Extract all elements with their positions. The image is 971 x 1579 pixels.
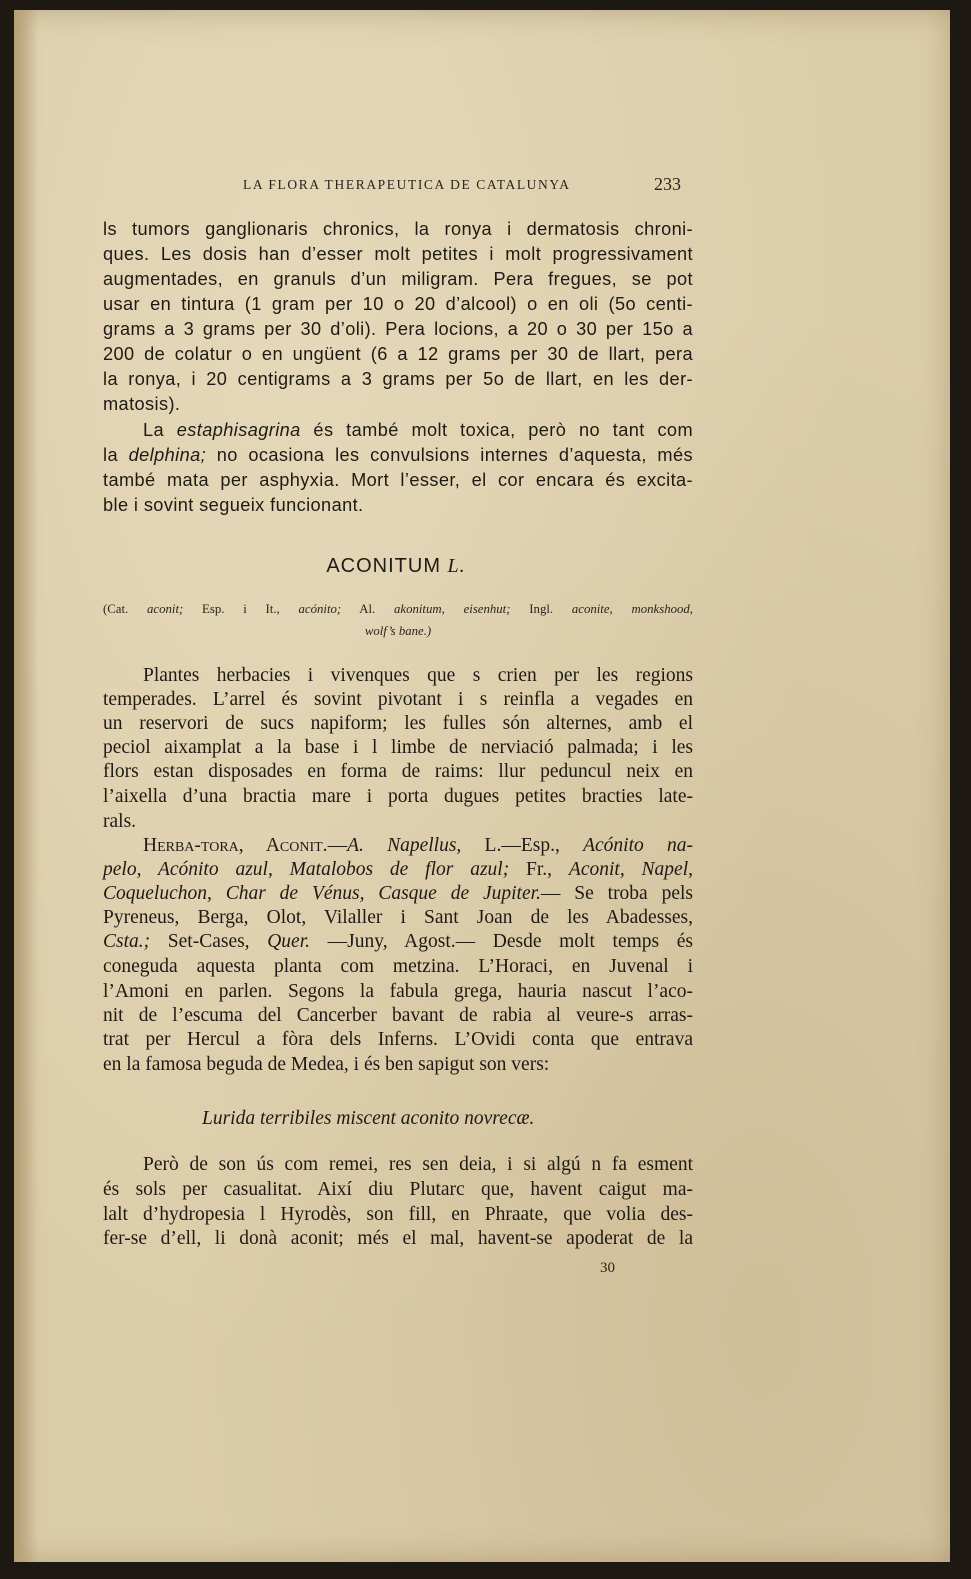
text-line: augmentades, en granuls d’un miligram. Pera fregues, se pot: [103, 269, 693, 289]
text-line: trat per Hercul a fòra dels Inferns. L’Ovidi conta que entrava: [103, 1029, 693, 1050]
text-line: la delphina; no ocasiona les convulsions internes d’aquesta, més: [103, 445, 693, 465]
text-line: rals.: [103, 811, 137, 832]
text-line: Csta.; Set-Cases, Quer. —Juny, Agost.— Desde molt temps és: [103, 931, 693, 952]
author-abbrev: L.: [447, 555, 466, 577]
text-line: usar en tintura (1 gram per 10 o 20 d’alcool) o en oli (5o centi-: [103, 294, 693, 314]
section-heading: ACONITUM L.: [326, 555, 466, 577]
text-line: fer-se d’ell, li donà aconit; més el mal, havent-se apoderat de la: [103, 1228, 693, 1249]
text-line: ble i sovint segueix funcionant.: [103, 495, 364, 515]
text-line: grams a 3 grams per 30 d’oli). Pera locions, a 20 o 30 per 15o a: [103, 319, 693, 339]
synonyms-line: (Cat. aconit; Esp. i It., acónito; Al. akonitum, eisenhut; Ingl. aconite, monkshood,: [103, 602, 694, 616]
text-line: matosis).: [103, 394, 181, 414]
text-line: en la famosa beguda de Medea, i és ben sapigut son vers:: [103, 1054, 550, 1075]
text-line: és sols per casualitat. Així diu Plutarc que, havent caigut ma-: [103, 1179, 693, 1200]
text-line: coneguda aquesta planta com metzina. L’Horaci, en Juvenal i: [103, 956, 693, 977]
text-line: Però de son ús com remei, res sen deia, i si algú n fa esment: [143, 1154, 693, 1175]
text-line: temperades. L’arrel és sovint pivotant i s reinfla a vegades en: [103, 689, 693, 710]
text-line: nit de l’escuma del Cancerber bavant de rabia al veure-s arras-: [103, 1005, 693, 1026]
text-line: lalt d’hydropesia l Hyrodès, son fill, en Phraate, que volia des-: [103, 1204, 693, 1225]
page-number: 233: [654, 174, 681, 194]
text-line: Coqueluchon, Char de Vénus, Casque de Jupiter.— Se troba pels: [103, 883, 693, 904]
text-line: 200 de colatur o en ungüent (6 a 12 grams per 30 de llart, pera: [103, 344, 693, 364]
text-line: també mata per asphyxia. Mort l’esser, el cor encara és excita-: [103, 470, 693, 490]
text-line: flors estan disposades en forma de raims: llur peduncul neix en: [103, 761, 693, 782]
verse-quotation: Lurida terribiles miscent aconito novrecæ.: [202, 1108, 535, 1129]
text-line: Plantes herbacies i vivenques que s crien per les regions: [143, 665, 693, 686]
text-line: Herba-tora, Aconit.—A. Napellus, L.—Esp., Acónito na-: [143, 835, 693, 856]
italic-term: delphina;: [128, 445, 207, 465]
text-line: ques. Les dosis han d’esser molt petites i molt progressivament: [103, 244, 693, 264]
text-line: la ronya, i 20 centigrams a 3 grams per 5o de llart, en les der-: [103, 369, 693, 389]
text-line: peciol aixamplat a la base i l limbe de nerviació palmada; i les: [103, 737, 693, 758]
text-line: l’Amoni en parlen. Segons la fabula grega, hauria nascut l’aco-: [103, 981, 693, 1002]
text-line: ls tumors ganglionaris chronics, la ronya i dermatosis chroni-: [103, 219, 693, 239]
printer-signature: 30: [600, 1260, 615, 1276]
text-line: l’aixella d’una bractia mare i porta dugues petites bracties late-: [103, 786, 693, 807]
text-line: La estaphisagrina és també molt toxica, però no tant com: [143, 420, 693, 440]
text-line: Pyreneus, Berga, Olot, Vilaller i Sant Joan de les Abadesses,: [103, 907, 693, 928]
text-line: pelo, Acónito azul, Matalobos de flor azul; Fr., Aconit, Napel,: [103, 859, 693, 880]
running-head: LA FLORA THERAPEUTICA DE CATALUNYA: [243, 177, 571, 192]
page-gutter-shadow: [14, 10, 38, 1562]
text-line: un reservori de sucs napiform; les fulles són alternes, amb el: [103, 713, 693, 734]
synonyms-line: wolf’s bane.): [364, 624, 432, 638]
italic-term: estaphisagrina: [176, 420, 301, 440]
